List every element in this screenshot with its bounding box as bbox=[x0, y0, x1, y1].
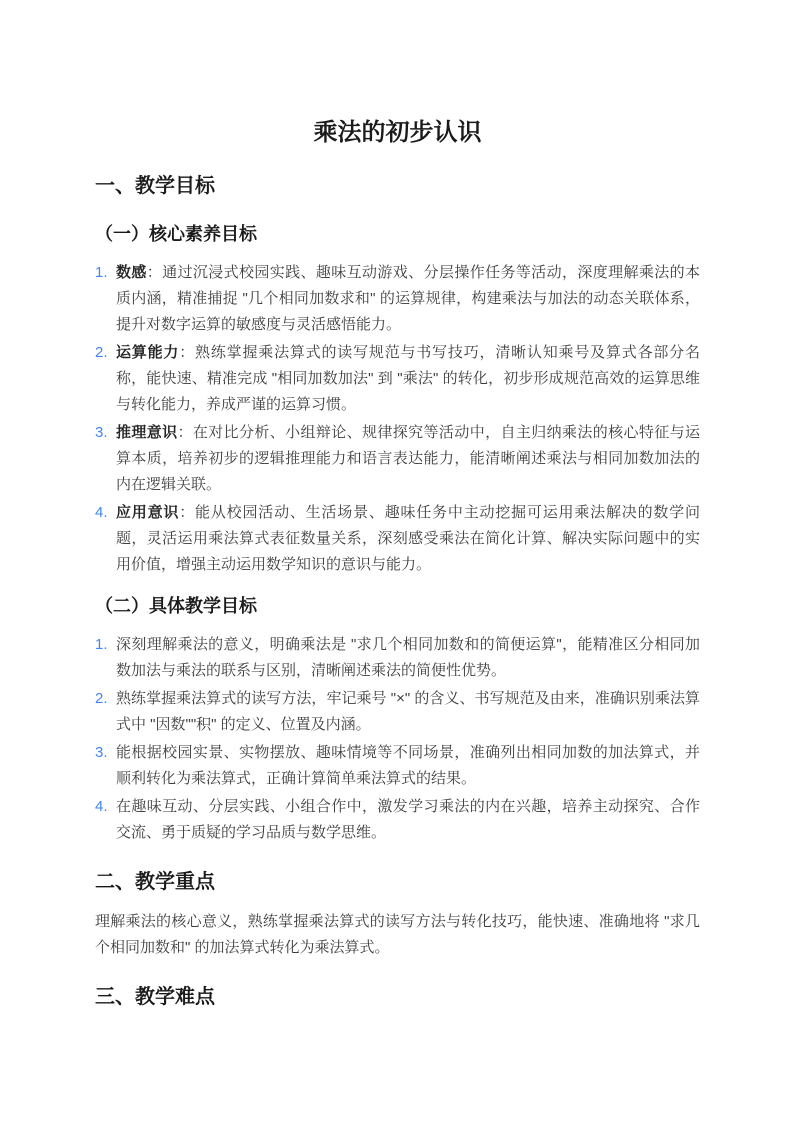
list-number: 3. bbox=[95, 423, 108, 441]
list-number: 4. bbox=[95, 797, 108, 815]
list-item-text: 在趣味互动、分层实践、小组合作中，激发学习乘法的内在兴趣，培养主动探究、合作交流、勇于质疑的学习品质与数学思维。 bbox=[116, 797, 700, 841]
list-number: 2. bbox=[95, 343, 108, 361]
list-item bbox=[95, 632, 700, 684]
list-item bbox=[95, 340, 700, 418]
list-number: 1. bbox=[95, 263, 108, 281]
list-item bbox=[95, 794, 700, 846]
list-item bbox=[95, 740, 700, 792]
list-item-text bbox=[116, 500, 700, 578]
teaching-focus-paragraph: 理解乘法的核心意义，熟练掌握乘法算式的读写方法与转化技巧，能快速、准确地将 "求几个相同加数和" 的加法算式转化为乘法算式。 bbox=[95, 912, 700, 956]
item-body: ：在对比分析、小组辩论、规律探究等活动中，自主归纳乘法的核心特征与运算本质，培养初步的逻辑推理能力和语言表达能力，能清晰阐述乘法与相同加数加法的内在逻辑关联。 bbox=[116, 423, 700, 493]
list-number: 1. bbox=[95, 635, 108, 653]
item-label: 数感 bbox=[116, 263, 147, 281]
list-item-text: 熟练掌握乘法算式的读写方法，牢记乘号 "×" 的含义、书写规范及由来，准确识别乘法算式中 "因数""积" 的定义、位置及内涵。 bbox=[116, 689, 700, 733]
specific-teaching-goals-list bbox=[95, 632, 700, 846]
section-heading-teaching-objectives: 一、教学目标 bbox=[95, 174, 215, 197]
list-item bbox=[95, 420, 700, 498]
item-body: ：熟练掌握乘法算式的读写规范与书写技巧，清晰认知乘号及算式各部分名称，能快速、精准完成 "相同加数加法" 到 "乘法" 的转化，初步形成规范高效的运算思维与转化能力，养成严谨的运算习惯。 bbox=[116, 343, 700, 413]
subsection-heading-core-literacy-goals: （一）核心素养目标 bbox=[95, 223, 257, 244]
item-label: 应用意识 bbox=[116, 503, 180, 521]
list-number: 3. bbox=[95, 743, 108, 761]
section-heading-teaching-focus: 二、教学重点 bbox=[95, 870, 215, 893]
section-heading-teaching-difficulty: 三、教学难点 bbox=[95, 985, 215, 1008]
item-label: 运算能力 bbox=[116, 343, 180, 361]
item-body: ：能从校园活动、生活场景、趣味任务中主动挖掘可运用乘法解决的数学问题，灵活运用乘法算式表征数量关系，深刻感受乘法在简化计算、解决实际问题中的实用价值，增强主动运用数学知识的意识与能力。 bbox=[116, 503, 700, 573]
item-body: ：通过沉浸式校园实践、趣味互动游戏、分层操作任务等活动，深度理解乘法的本质内涵，精准捕捉 "几个相同加数求和" 的运算规律，构建乘法与加法的动态关联体系，提升对数字运算的敏感度与灵活感悟能力。 bbox=[116, 263, 700, 333]
list-number: 2. bbox=[95, 689, 108, 707]
subsection-heading-specific-teaching-goals: （二）具体教学目标 bbox=[95, 595, 257, 616]
list-item bbox=[95, 260, 700, 338]
list-item-text bbox=[116, 260, 700, 338]
list-item bbox=[95, 500, 700, 578]
list-item-text bbox=[116, 420, 700, 498]
list-number: 4. bbox=[95, 503, 108, 521]
document-title: 乘法的初步认识 bbox=[313, 119, 482, 146]
core-literacy-goals-list bbox=[95, 260, 700, 578]
item-label: 推理意识 bbox=[116, 423, 178, 441]
list-item bbox=[95, 686, 700, 738]
list-item-text: 深刻理解乘法的意义，明确乘法是 "求几个相同加数和的简便运算"，能精准区分相同加数加法与乘法的联系与区别，清晰阐述乘法的简便性优势。 bbox=[116, 635, 700, 679]
list-item-text: 能根据校园实景、实物摆放、趣味情境等不同场景，准确列出相同加数的加法算式，并顺利转化为乘法算式，正确计算简单乘法算式的结果。 bbox=[116, 743, 700, 787]
list-item-text bbox=[116, 340, 700, 418]
